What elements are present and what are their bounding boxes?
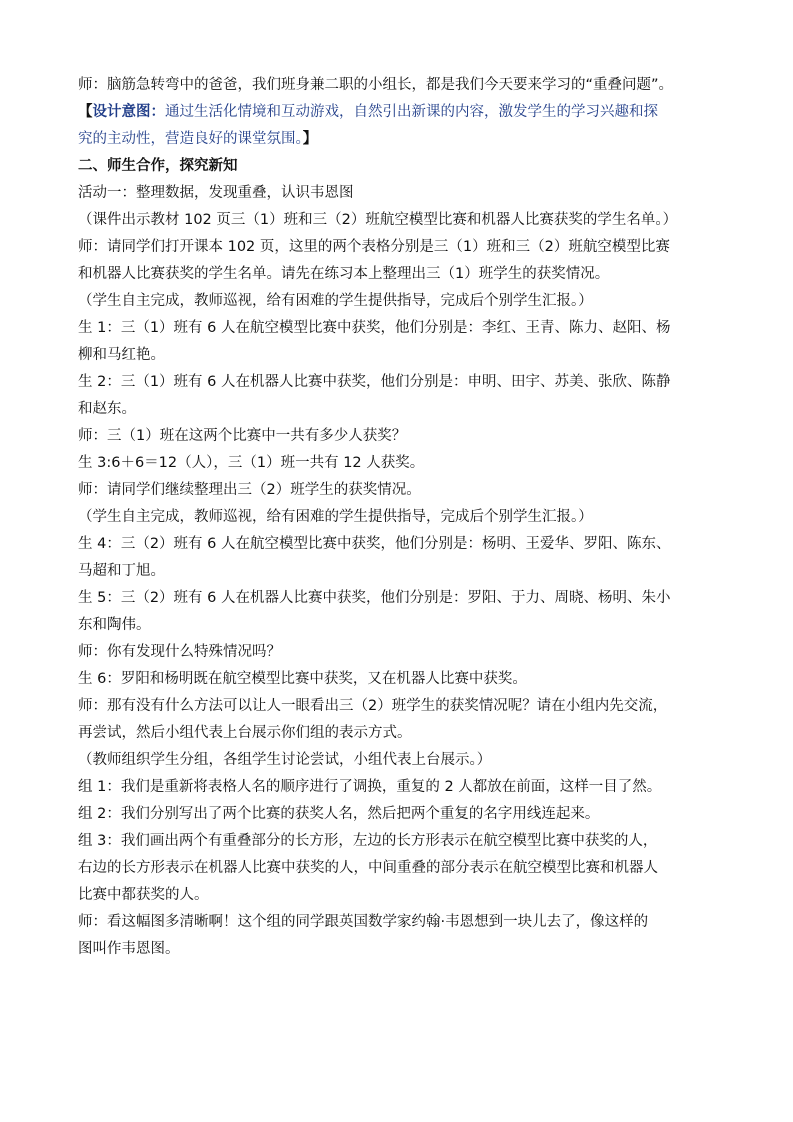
body-line: 组 1：我们是重新将表格人名的顺序进行了调换，重复的 2 人都放在前面，这样一目了然。 (78, 779, 662, 795)
design-intent-open-bracket: 【 (78, 104, 93, 120)
body-line: 师：你有发现什么特殊情况吗？ (78, 644, 281, 660)
body-line: 和机器人比赛获奖的学生名单。请先在练习本上整理出三（1）班学生的获奖情况。 (78, 266, 610, 282)
activity-heading: 活动一：整理数据，发现重叠，认识韦恩图 (78, 185, 354, 201)
body-line: 师：看这幅图多清晰啊！这个组的同学跟英国数学家约翰·韦恩想到一块儿去了，像这样的 (78, 914, 649, 930)
design-intent-text-2: 究的主动性，营造良好的课堂氛围。 (78, 131, 303, 147)
design-intent-close-bracket: 】 (302, 131, 318, 147)
body-line: 师：那有没有什么方法可以让人一眼看出三（2）班学生的获奖情况呢？请在小组内先交流， (78, 698, 668, 714)
body-line: 生 6：罗阳和杨明既在航空模型比赛中获奖，又在机器人比赛中获奖。 (78, 671, 527, 687)
body-line: 生 3:6＋6＝12（人），三（1）班一共有 12 人获奖。 (78, 455, 425, 471)
body-line: 生 2：三（1）班有 6 人在机器人比赛中获奖，他们分别是：申明、田宇、苏美、张欣、陈静 (78, 374, 671, 390)
body-line: 右边的长方形表示在机器人比赛中获奖的人，中间重叠的部分表示在航空模型比赛和机器人 (78, 860, 658, 876)
body-line: 图叫作韦恩图。 (78, 941, 180, 957)
body-line: 东和陶伟。 (78, 617, 151, 633)
body-line: 比赛中都获奖的人。 (78, 887, 209, 903)
document-page (78, 72, 718, 963)
body-line: 生 1：三（1）班有 6 人在航空模型比赛中获奖，他们分别是：李红、王青、陈力、赵阳、杨 (78, 320, 671, 336)
design-intent-label: 设计意图： (92, 104, 165, 120)
body-line: 再尝试，然后小组代表上台展示你们组的表示方式。 (78, 725, 412, 741)
body-line: 组 2：我们分别写出了两个比赛的获奖人名，然后把两个重复的名字用线连起来。 (78, 806, 600, 822)
body-line: （课件出示教材 102 页三（1）班和三（2）班航空模型比赛和机器人比赛获奖的学生名单。） (78, 212, 678, 228)
body-line: 师：请同学们打开课本 102 页，这里的两个表格分别是三（1）班和三（2）班航空模型比赛 (78, 239, 670, 255)
body-line: 马超和丁旭。 (78, 563, 165, 579)
body-line: 师：三（1）班在这两个比赛中一共有多少人获奖？ (78, 428, 407, 444)
body-line: 生 4：三（2）班有 6 人在航空模型比赛中获奖，他们分别是：杨明、王爱华、罗阳、陈东、 (78, 536, 671, 552)
body-line: 师：请同学们继续整理出三（2）班学生的获奖情况。 (78, 482, 421, 498)
body-line: （教师组织学生分组，各组学生讨论尝试，小组代表上台展示。） (78, 752, 492, 768)
design-intent-line-1 (78, 99, 718, 126)
body-line: （学生自主完成，教师巡视，给有困难的学生提供指导，完成后个别学生汇报。） (78, 293, 593, 309)
body-line: 和赵东。 (78, 401, 136, 417)
body-line: 生 5：三（2）班有 6 人在机器人比赛中获奖，他们分别是：罗阳、于力、周晓、杨明、朱小 (78, 590, 671, 606)
design-intent-line-2 (78, 126, 718, 153)
body-line: 组 3：我们画出两个有重叠部分的长方形，左边的长方形表示在航空模型比赛中获奖的人， (78, 833, 658, 849)
design-intent-text-1: 通过生活化情境和互动游戏，自然引出新课的内容，激发学生的学习兴趣和探 (165, 104, 658, 120)
teacher-intro-paragraph: 师：脑筋急转弯中的爸爸，我们班身兼二职的小组长，都是我们今天要来学习的“重叠问题”。 (78, 77, 674, 93)
body-line: 柳和马红艳。 (78, 347, 165, 363)
body-line: （学生自主完成，教师巡视，给有困难的学生提供指导，完成后个别学生汇报。） (78, 509, 593, 525)
section-title: 二、师生合作，探究新知 (78, 158, 238, 174)
